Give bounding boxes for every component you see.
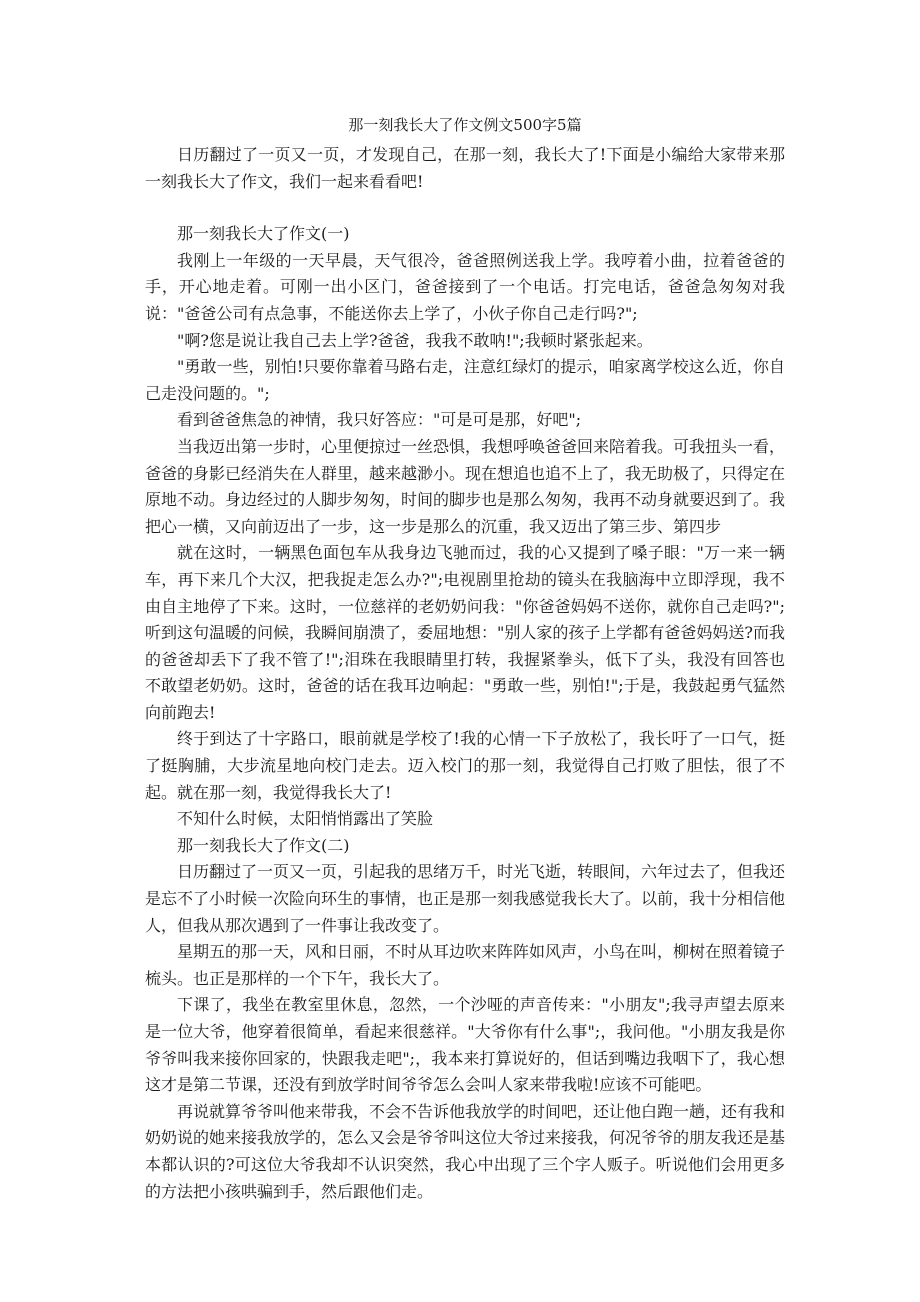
blank-line [145,195,785,221]
body-paragraph: 当我迈出第一步时，心里便掠过一丝恐惧，我想呼唤爸爸回来陪着我。可我扭头一看，爸爸的身影已经消失在人群里，越来越渺小。现在想追也追不上了，我无助极了，只得定在原地不动。身边经过的人脚步匆匆，时间的脚步也是那么匆匆，我再不动身就要迟到了。我把心一横，又向前迈出了一步，这一步是那么的沉重，我又迈出了第三步、第四步 [145,436,786,536]
body-paragraph: "啊?您是说让我自己去上学?爸爸，我我不敢呐!";我顿时紧张起来。 [177,330,653,350]
body-paragraph: 再说就算爷爷叫他来带我，不会不告诉他我放学的时间吧，还让他白跑一趟，还有我和奶奶说的她来接我放学的，怎么又会是爷爷叫这位大爷过来接我，何况爷爷的朋友我还是基本都认识的?可这位大爷我却不认识突然，我心中出现了三个字人贩子。听说他们会用更多的方法把小孩哄骗到手，然后跟他们走。 [145,1101,786,1201]
body-paragraph: 下课了，我坐在教室里休息，忽然，一个沙哑的声音传来："小朋友";我寻声望去原来是一位大爷，他穿着很简单，看起来很慈祥。"大爷你有什么事";，我问他。"小朋友我是你爷爷叫我来接你回家的，快跟我走吧";，我本来打算说好的，但话到嘴边我咽下了，我心想这才是第二节课，还没有到放学时间爷爷怎么会叫人家来带我啦!应该不可能吧。 [145,995,785,1095]
section-heading: 那一刻我长大了作文(二) [177,835,350,855]
section-heading: 那一刻我长大了作文(一) [177,224,350,244]
document-title: 那一刻我长大了作文例文500字5篇 [348,116,582,134]
body-paragraph: 我刚上一年级的一天早晨，天气很冷，爸爸照例送我上学。我哼着小曲，拉着爸爸的手，开心地走着。可刚一出小区门，爸爸接到了一个电话。打完电话，爸爸急匆匆对我说："爸爸公司有点急事，不能送你去上学了，小伙子你自己走行吗?"; [145,250,785,323]
body-paragraph: 终于到达了十字路口，眼前就是学校了!我的心情一下子放松了，我长吁了一口气，挺了挺胸脯，大步流星地向校门走去。迈入校门的那一刻，我觉得自己打败了胆怯，很了不起。就在那一刻，我觉得我长大了! [145,729,785,802]
body-paragraph: 就在这时，一辆黑色面包车从我身边飞驰而过，我的心又提到了嗓子眼："万一来一辆车，再下来几个大汉，把我捉走怎么办?";电视剧里抢劫的镜头在我脑海中立即浮现，我不由自主地停了下来。这时，一位慈祥的老奶奶问我："你爸爸妈妈不送你，就你自己走吗?";听到这句温暖的问候，我瞬间崩溃了，委屈地想："别人家的孩子上学都有爸爸妈妈送?而我的爸爸却丢下了我不管了!";泪珠在我眼睛里打转，我握紧拳头，低下了头，我没有回答也不敢望老奶奶。这时，爸爸的话在我耳边响起："勇敢一些，别怕!";于是，我鼓起勇气猛然向前跑去! [145,543,785,722]
intro-paragraph: 日历翻过了一页又一页，才发现自己，在那一刻，我长大了!下面是小编给大家带来那一刻我长大了作文，我们一起来看看吧! [145,145,785,191]
body-paragraph: 日历翻过了一页又一页，引起我的思绪万千，时光飞逝，转眼间，六年过去了，但我还是忘不了小时候一次险向环生的事情，也正是那一刻我感觉我长大了。以前，我十分相信他人，但我从那次遇到了一件事让我改变了。 [145,862,786,935]
body-paragraph: 不知什么时候，太阳悄悄露出了笑脸 [177,809,434,829]
body-paragraph: 星期五的那一天，风和日丽，不时从耳边吹来阵阵如风声，小鸟在叫，柳树在照着镜子梳头。也正是那样的一个下午，我长大了。 [145,942,786,988]
body-paragraph: "勇敢一些，别怕!只要你靠着马路右走，注意红绿灯的提示，咱家离学校这么近，你自己走没问题的。"; [145,357,785,403]
document-page [145,110,785,1205]
body-paragraph: 看到爸爸焦急的神情，我只好答应："可是可是那，好吧"; [177,410,582,430]
